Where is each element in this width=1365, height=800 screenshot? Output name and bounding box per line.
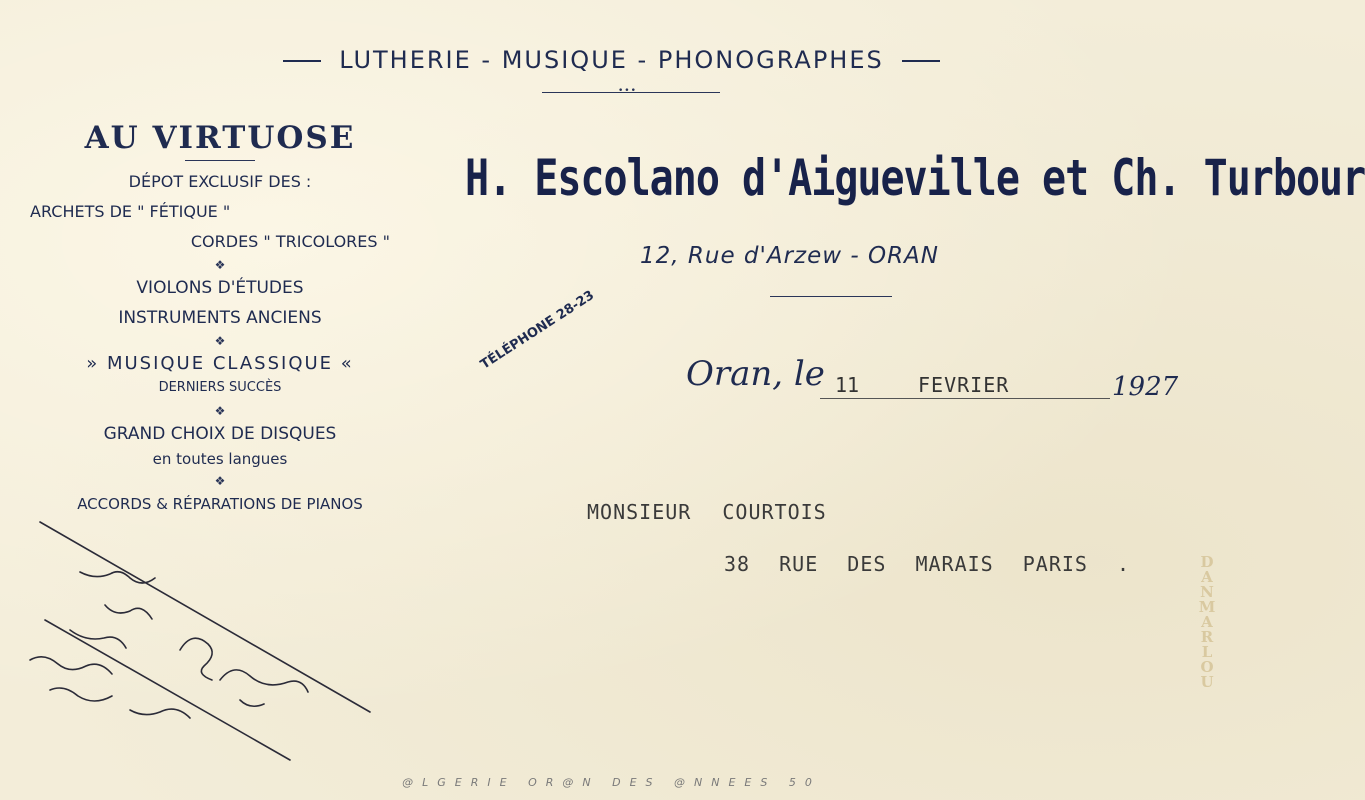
handwritten-annotation — [10, 560, 390, 760]
shop-name: AU VIRTUOSE — [84, 120, 356, 156]
shop-column — [30, 120, 410, 519]
date-day: 11 — [835, 373, 860, 397]
bows-line: ARCHETS DE " FÉTIQUE " — [30, 202, 231, 221]
strings-line: CORDES " TRICOLORES " — [190, 232, 390, 251]
recipient-name: MONSIEUR COURTOIS — [587, 500, 827, 524]
telephone-number: TÉLÉPHONE 28-23 — [478, 287, 598, 373]
company-address: 12, Rue d'Arzew - ORAN — [640, 243, 939, 269]
instruments-line: INSTRUMENTS ANCIENS — [118, 308, 322, 328]
ornament-4: ❖ — [214, 474, 226, 488]
address-rule — [770, 296, 892, 297]
recipient-address: 38 RUE DES MARAIS PARIS . — [724, 552, 1131, 576]
classical-music-line: » MUSIQUE CLASSIQUE « — [86, 353, 354, 374]
company-name: H. Escolano d'Aigueville et Ch. Turbour — [465, 150, 1365, 208]
watermark-side: DANMARLOU — [1198, 553, 1216, 691]
banner-right-dash — [902, 60, 940, 62]
ornament-1: ❖ — [214, 258, 226, 272]
date-month: FEVRIER — [918, 373, 1010, 397]
records-line: GRAND CHOIX DE DISQUES — [103, 424, 337, 444]
shop-name-rule — [185, 160, 255, 161]
banner-text: LUTHERIE - MUSIQUE - PHONOGRAPHES — [339, 46, 884, 74]
date-line — [820, 398, 1110, 399]
banner-left-dash — [283, 60, 321, 62]
date-year: 1927 — [1112, 372, 1179, 402]
exclusive-line: DÉPOT EXCLUSIF DES : — [128, 172, 312, 191]
languages-line: en toutes langues — [152, 450, 288, 468]
ornament-2: ❖ — [214, 334, 226, 348]
letterhead-banner — [0, 46, 1223, 74]
watermark-bottom: @LGERIE OR@N DES @NNEES 50 — [402, 776, 821, 789]
violins-line: VIOLONS D'ÉTUDES — [136, 278, 304, 298]
latest-hits-line: DERNIERS SUCCÈS — [158, 380, 282, 395]
date-place: Oran, le — [686, 354, 825, 394]
pianos-line: ACCORDS & RÉPARATIONS DE PIANOS — [77, 495, 363, 513]
banner-ornament: ••• — [618, 86, 637, 96]
ornament-3: ❖ — [214, 404, 226, 418]
